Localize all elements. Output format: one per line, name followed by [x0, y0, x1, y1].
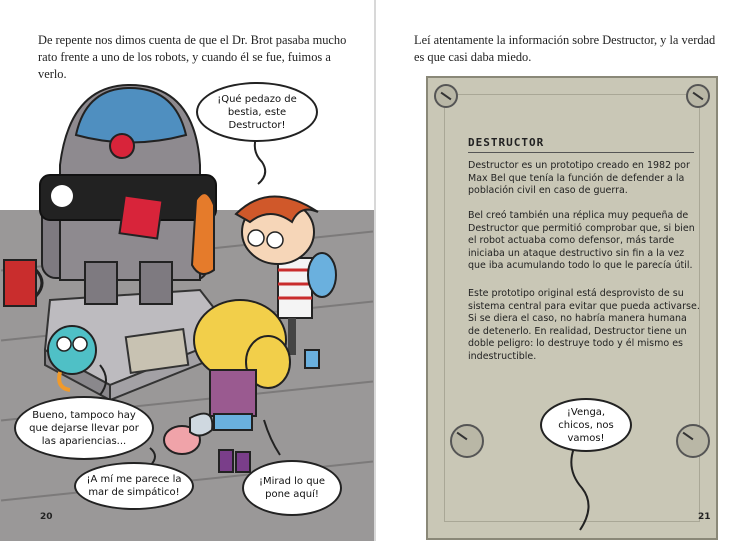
plaque-paragraph: Bel creó también una réplica muy pequeña de Destructor que permitió comprobar que, si bien el robot actuaba como defensor, más tarde iniciaba un ataque destructivo sin fin a la vez que iba acumulando todo lo que le parecía útil.	[468, 210, 695, 271]
speech-bubble-appearances: Bueno, tampoco hay que dejarse llevar por las apariencias...	[14, 396, 154, 460]
plaque-paragraph: Destructor es un prototipo creado en 1982 por Max Bel que tenía la función de defender a la población civil en caso de guerra.	[468, 160, 690, 196]
screw-icon	[676, 424, 710, 458]
narration-text: Leí atentamente la información sobre Destructor, y la verdad es que casi daba miedo.	[414, 33, 716, 64]
left-page	[0, 0, 374, 541]
plaque-paragraph: Este prototipo original está desprovisto de su sistema central para evitar que pueda activarse. Si se diera el caso, no habría manera humana de detenerlo. En realidad, Destructor tiene un doble peligro: lo destruye todo y él mismo es indestructible.	[468, 288, 700, 362]
speech-bubble-nice: ¡A mí me parece la mar de simpático!	[74, 462, 194, 510]
page-number: 21	[698, 512, 711, 522]
screw-icon	[686, 84, 710, 108]
pink-creature	[164, 414, 212, 454]
speech-bubble-robot: ¡Qué pedazo de bestia, este Destructor!	[196, 82, 318, 142]
speech-bubble-look: ¡Mirad lo que pone aquí!	[242, 460, 342, 516]
orange-creature	[192, 193, 214, 274]
speech-bubble-leave: ¡Venga, chicos, nos vamos!	[540, 398, 632, 452]
title-underline	[468, 152, 694, 153]
destructor-robot	[40, 85, 216, 304]
screw-icon	[434, 84, 458, 108]
red-mug	[4, 260, 42, 306]
info-plaque	[426, 76, 718, 540]
plaque-title: DESTRUCTOR	[468, 136, 545, 149]
narration-text: De repente nos dimos cuenta de que el Dr. Brot pasaba mucho rato frente a uno de los robots, y cuando él se fue, fuimos a verlo.	[38, 33, 347, 81]
page-number: 20	[40, 512, 53, 522]
right-page	[376, 0, 750, 541]
screw-icon	[450, 424, 484, 458]
